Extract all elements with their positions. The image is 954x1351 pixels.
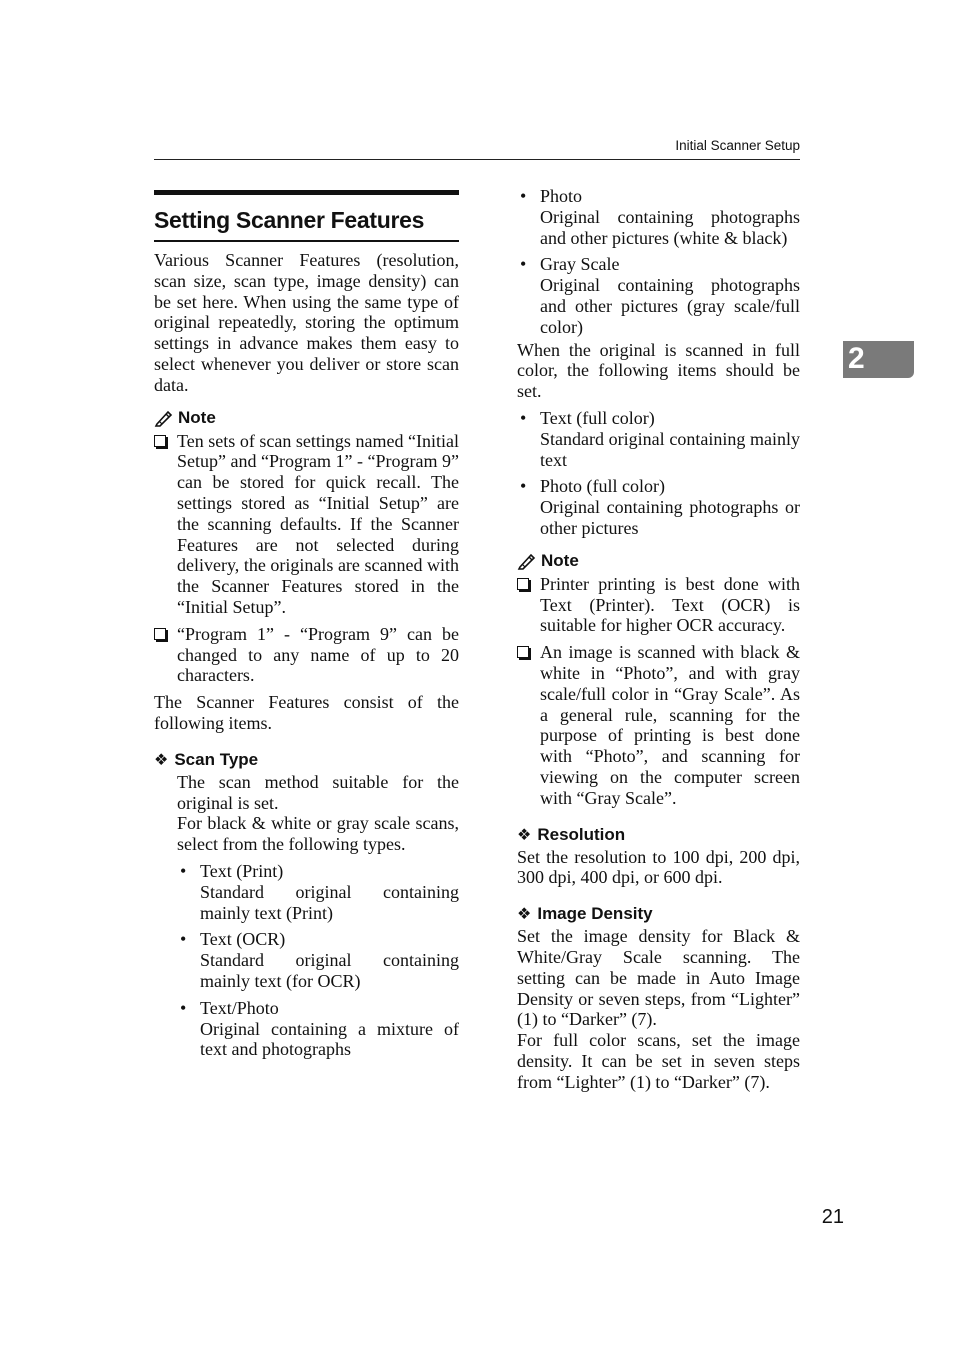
note-label: Note — [178, 407, 216, 427]
pencil-icon — [517, 552, 537, 570]
bullet-icon: • — [520, 476, 527, 497]
resolution-heading — [517, 825, 800, 845]
bullet-icon: • — [520, 407, 527, 428]
note-item — [517, 642, 800, 808]
diamond-bullet-icon: ❖ — [154, 751, 169, 769]
image-density-desc: Set the image density for Black & White/Gray Scale scanning. The setting can be made in Auto Image Density or seven steps, from “Lighter” (1) to “Darker” (7). — [517, 926, 800, 1030]
page-number: 21 — [821, 1206, 844, 1228]
item-name: Gray Scale — [540, 254, 620, 275]
list-item — [517, 186, 800, 248]
right-column — [517, 180, 800, 1092]
section-title: Setting Scanner Features — [154, 207, 425, 233]
note-text: Ten sets of scan settings named “Initial Setup” and “Program 1” - “Program 9” can be stored for quick recall. The settings stored as “Initial Setup” are the scanning defaults. If the Scanner Features are not selected during delivery, the originals are scanned with the Scanner Features stored in the “Initial Setup”. — [177, 430, 459, 617]
diamond-bullet-icon: ❖ — [517, 906, 532, 924]
scan-type-desc: The scan method suitable for the original is set. — [177, 771, 459, 813]
item-name: Photo — [540, 186, 583, 206]
bullet-icon: • — [180, 860, 187, 881]
full-color-intro: When the original is scanned in full color, the following items should be set. — [517, 339, 800, 402]
running-head: Initial Scanner Setup — [675, 138, 800, 153]
note-item — [154, 431, 459, 618]
bullet-icon: • — [520, 254, 527, 275]
title-rule-top — [154, 190, 459, 195]
note-text: “Program 1” - “Program 9” can be changed to any name of up to 20 characters. — [177, 623, 459, 686]
note-text: An image is scanned with black & white in “Photo”, and with gray scale/full color in “Gray Scale”. As a general rule, scanning for the purpose of printing is best done with “Photo”, and scanning for viewing on the computer screen with “Gray Scale”. — [540, 642, 800, 808]
left-column — [154, 190, 459, 1060]
resolution-label: Resolution — [537, 824, 626, 844]
list-item — [177, 929, 459, 991]
bullet-icon: • — [180, 929, 187, 950]
note-label: Note — [541, 550, 579, 570]
title-rule-bottom — [154, 240, 459, 242]
list-item — [517, 408, 800, 470]
item-desc: Standard original containing mainly text (Print) — [200, 881, 459, 923]
checkbox-icon — [517, 578, 529, 590]
scan-type-label: Scan Type — [174, 749, 259, 769]
scan-type-heading — [154, 750, 459, 770]
item-name: Text/Photo — [200, 997, 279, 1018]
diamond-bullet-icon: ❖ — [517, 826, 532, 844]
image-density-desc: For full color scans, set the image density. It can be set in seven steps from “Lighter” (1) to “Darker” (7). — [517, 1030, 800, 1092]
note-item — [517, 574, 800, 636]
resolution-desc: Set the resolution to 100 dpi, 200 dpi, 300 dpi, 400 dpi, or 600 dpi. — [517, 846, 800, 888]
item-name: Photo (full color) — [540, 476, 665, 497]
image-density-heading — [517, 904, 800, 924]
note-item — [154, 624, 459, 686]
item-desc: Original containing photographs and other pictures (gray scale/full color) — [540, 275, 800, 337]
checkbox-icon — [154, 435, 166, 447]
item-desc: Original containing a mixture of text and photographs — [200, 1018, 459, 1060]
note-text: Printer printing is best done with Text (Printer). Text (OCR) is suitable for higher OCR accuracy. — [540, 573, 800, 636]
consist-paragraph: The Scanner Features consist of the following items. — [154, 692, 459, 733]
list-item — [177, 861, 459, 923]
intro-paragraph: Various Scanner Features (resolution, scan size, scan type, image density) can be set here. When using the same type of original repeatedly, storing the optimum settings in advance makes them easy to select whenever you deliver or store scan data. — [154, 250, 459, 395]
header-divider — [154, 159, 800, 160]
item-name: Text (Print) — [200, 860, 284, 881]
list-item — [517, 476, 800, 538]
item-desc: Original containing photographs and other pictures (white & black) — [540, 206, 800, 248]
item-desc: Original containing photographs or other pictures — [540, 497, 800, 538]
bullet-icon: • — [520, 186, 527, 206]
checkbox-icon — [517, 646, 529, 658]
scan-type-desc: For black & white or gray scale scans, select from the following types. — [177, 813, 459, 855]
item-name: Text (full color) — [540, 407, 655, 428]
checkbox-icon — [154, 628, 166, 640]
chapter-tab — [843, 341, 914, 378]
note-heading — [517, 551, 800, 571]
item-name: Text (OCR) — [200, 929, 286, 950]
bullet-icon: • — [180, 997, 187, 1018]
pencil-icon — [154, 409, 174, 427]
item-desc: Standard original containing mainly text — [540, 428, 800, 470]
image-density-label: Image Density — [537, 904, 653, 924]
list-item — [517, 254, 800, 337]
chapter-number: 2 — [848, 342, 865, 375]
list-item — [177, 998, 459, 1060]
item-desc: Standard original containing mainly text (for OCR) — [200, 950, 459, 991]
note-heading — [154, 408, 459, 428]
